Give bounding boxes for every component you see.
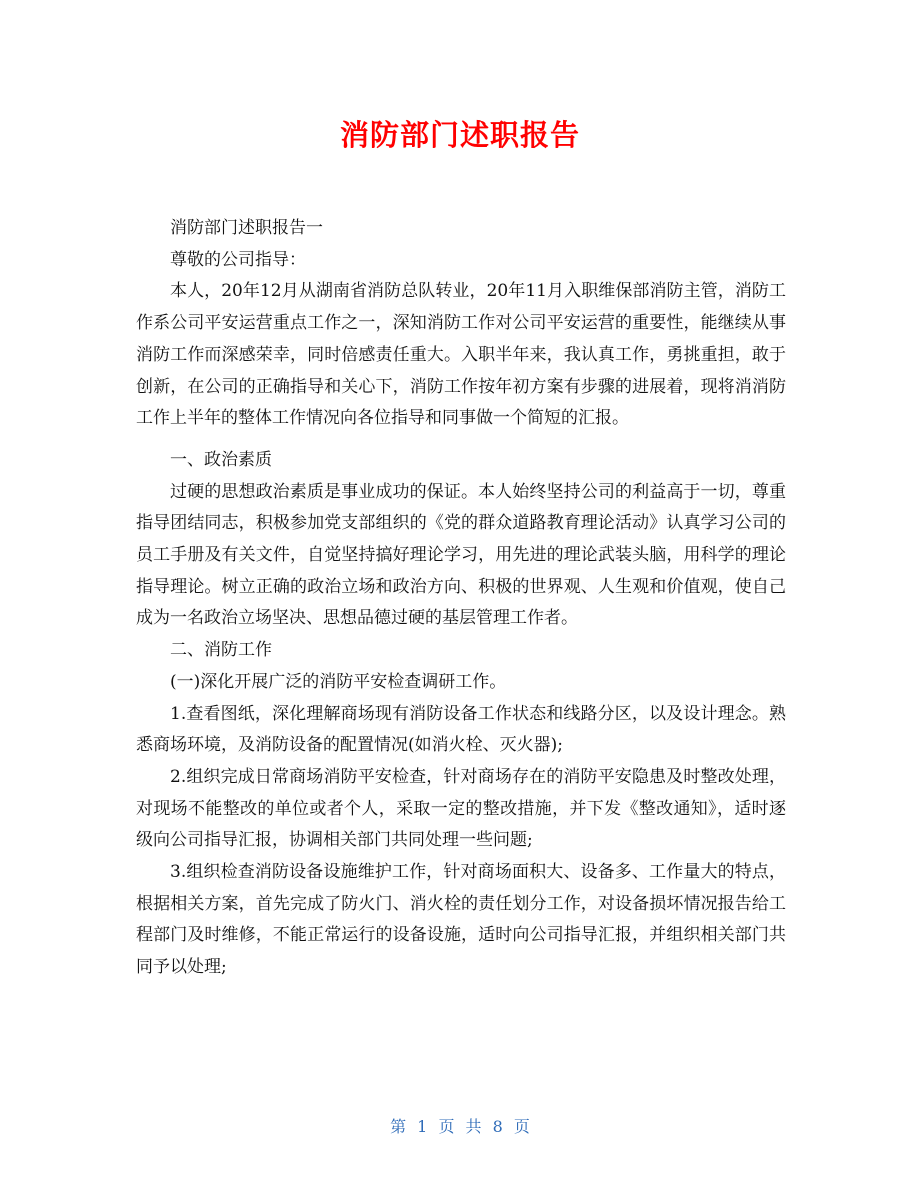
- intro-paragraph: 本人，20年12月从湖南省消防总队转业，20年11月入职维保部消防主管，消防工作系公司平安运营重点工作之一，深知消防工作对公司平安运营的重要性，能继续从事消防工作而深感荣幸，同时倍感责任重大。入职半年来，我认真工作，勇挑重担，敢于创新，在公司的正确指导和关心下，消防工作按年初方案有步骤的进展着，现将消消防工作上半年的整体工作情况向各位指导和同事做一个简短的汇报。: [136, 281, 786, 429]
- report-subtitle: 消防部门述职报告一: [170, 218, 323, 238]
- list-item-2: 2.组织完成日常商场消防平安检查，针对商场存在的消防平安隐患及时整改处理，对现场不能整改的单位或者个人，采取一定的整改措施，并下发《整改通知》，适时逐级向公司指导汇报，协调相关部门共同处理一些问题;: [136, 766, 786, 851]
- political-paragraph: 过硬的思想政治素质是事业成功的保证。本人始终坚持公司的利益高于一切，尊重指导团结同志，积极参加党支部组织的《党的群众道路教育理论活动》认真学习公司的员工手册及有关文件，自觉坚持搞好理论学习，用先进的理论武装头脑，用科学的理论指导理论。树立正确的政治立场和政治方向、积极的世界观、人生观和价值观，使自己成为一名政治立场坚决、思想品德过硬的基层管理工作者。: [136, 481, 786, 629]
- section-heading-fire-work: 二、消防工作: [170, 640, 272, 661]
- section-heading-political: 一、政治素质: [170, 449, 272, 470]
- page-title: 消防部门述职报告: [339, 118, 580, 152]
- salutation: 尊敬的公司指导：: [170, 249, 306, 270]
- subsection-heading-inspection: (一)深化开展广泛的消防平安检查调研工作。: [170, 671, 507, 692]
- page-footer: 第 1 页 共 8 页: [390, 1117, 530, 1136]
- list-item-3: 3.组织检查消防设备设施维护工作，针对商场面积大、设备多、工作量大的特点，根据相关方案，首先完成了防火门、消火栓的责任划分工作，对设备损坏情况报告给工程部门及时维修，不能正常运行的设备设施，适时向公司指导汇报，并组织相关部门共同予以处理;: [136, 862, 786, 978]
- list-item-1: 1.查看图纸，深化理解商场现有消防设备工作状态和线路分区，以及设计理念。熟悉商场环境，及消防设备的配置情况(如消火栓、灭火器);: [136, 703, 786, 756]
- document-body: [136, 213, 786, 984]
